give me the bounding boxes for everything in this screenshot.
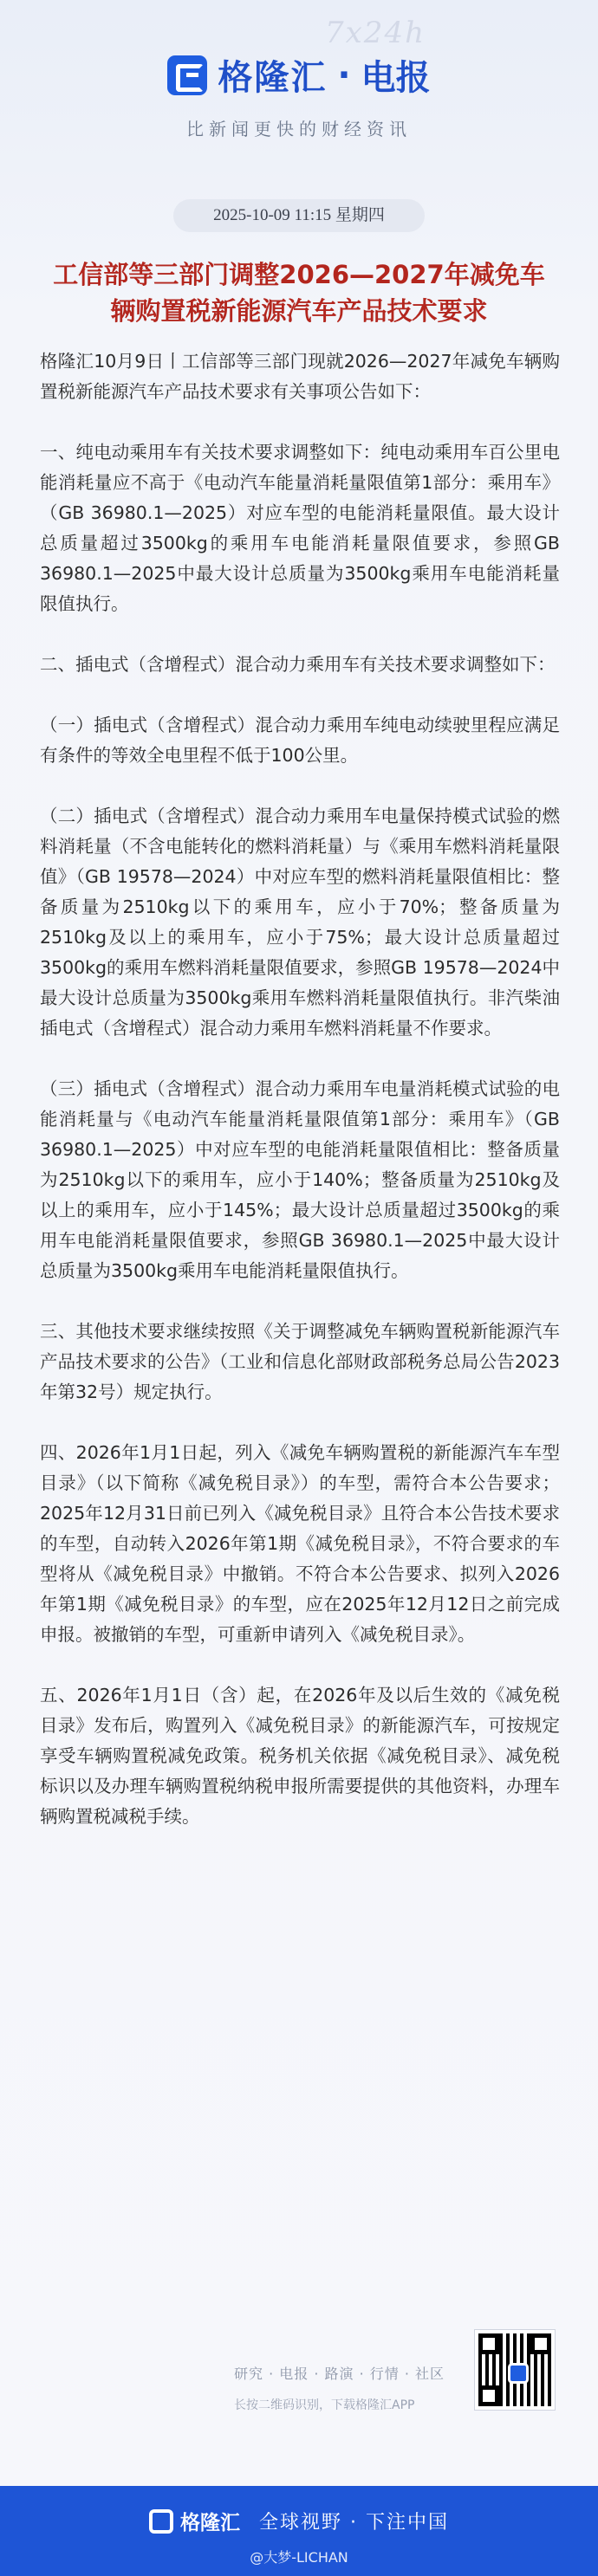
footer-hint: 长按二维码识别，下载格隆汇APP	[234, 2398, 415, 2412]
bottom-banner-row	[0, 2507, 598, 2535]
brand-sub: 电报	[361, 58, 431, 98]
bottom-brand: 格隆汇	[180, 2512, 240, 2534]
qr-corner-icon	[478, 2333, 499, 2354]
bottom-banner	[0, 2486, 598, 2576]
weibo-user-watermark: @大梦-LICHAN	[250, 2549, 348, 2566]
watermark-text: 7x24h	[325, 16, 426, 50]
bottom-logo	[149, 2507, 240, 2535]
qr-corner-icon	[478, 2385, 499, 2406]
paragraph-3: 三、其他技术要求继续按照《关于调整减免车辆购置税新能源汽车产品技术要求的公告》（工业和信息化部财政部税务总局公告2023年第32号）规定执行。	[40, 1321, 560, 1402]
article-body	[40, 346, 560, 1862]
brand-name: 格隆汇	[218, 58, 328, 98]
paragraph-2-2: （二）插电式（含增程式）混合动力乘用车电量保持模式试验的燃料消耗量（不含电能转化的燃料消耗量）与《乘用车燃料消耗量限值》（GB 19578—2024）中对应车型的燃料消耗量限值相比：整备质量为2510kg以下的乘用车，应小于70%；整备质量为2510kg及以上的乘用车，应小于75%；最大设计总质量超过3500kg的乘用车燃料消耗量限值要求，参照GB 19578—2024中最大设计总质量为3500kg乘用车燃料消耗量限值执行。非汽柴油插电式（含增程式）混合动力乘用车燃料消耗量不作要求。	[40, 806, 560, 1039]
article-title: 工信部等三部门调整2026—2027年减免车辆购置税新能源汽车产品技术要求	[53, 260, 545, 326]
qr-code[interactable]	[475, 2330, 555, 2410]
paragraph-2-3: （三）插电式（含增程式）混合动力乘用车电量消耗模式试验的电能消耗量与《电动汽车能量消耗量限值第1部分：乘用车》（GB 36980.1—2025）中对应车型的电能消耗量限值相比：整备质量为2510kg以下的乘用车，应小于140%；整备质量为2510kg及以上的乘用车，应小于145%；最大设计总质量超过3500kg的乘用车电能消耗量限值要求，参照GB 36980.1—2025中最大设计总质量为3500kg乘用车电能消耗量限值执行。	[40, 1078, 560, 1281]
gelonghui-logo-icon	[149, 2509, 173, 2534]
header-slogan: 比新闻更快的财经资讯	[186, 119, 412, 139]
paragraph-5: 五、2026年1月1日（含）起，在2026年及以后生效的《减免税目录》发布后，购置列入《减免税目录》的新能源汽车，可按规定享受车辆购置税减免政策。税务机关依据《减免税目录》、减免税标识以及办理车辆购置税纳税申报所需要提供的其他资料，办理车辆购置税减税手续。	[40, 1685, 560, 1827]
paragraph-intro: 格隆汇10月9日丨工信部等三部门现就2026—2027年减免车辆购置税新能源汽车产品技术要求有关事项公告如下：	[40, 351, 560, 402]
publish-date: 2025-10-09 11:15 星期四	[173, 199, 425, 232]
logo-row	[0, 50, 598, 100]
brand-separator: ·	[337, 55, 351, 95]
header	[0, 50, 598, 140]
paragraph-2: 二、插电式（含增程式）混合动力乘用车有关技术要求调整如下：	[40, 654, 556, 675]
paragraph-4: 四、2026年1月1日起，列入《减免车辆购置税的新能源汽车车型目录》（以下简称《减免税目录》）的车型，需符合本公告要求；2025年12月31日前已列入《减免税目录》且符合本公告技术要求的车型，自动转入2026年第1期《减免税目录》，不符合要求的车型将从《减免税目录》中撤销。不符合本公告要求、拟列入2026年第1期《减免税目录》的车型，应在2025年12月12日之前完成申报。被撤销的车型，可重新申请列入《减免税目录》。	[40, 1442, 560, 1645]
gelonghui-logo-icon	[167, 55, 207, 95]
bottom-slogan: 全球视野 · 下注中国	[259, 2512, 449, 2534]
qr-logo-icon	[508, 2363, 529, 2384]
paragraph-2-1: （一）插电式（含增程式）混合动力乘用车纯电动续驶里程应满足有条件的等效全电里程不低于100公里。	[40, 715, 560, 766]
paragraph-1: 一、纯电动乘用车有关技术要求调整如下：纯电动乘用车百公里电能消耗量应不高于《电动汽车能量消耗量限值第1部分：乘用车》（GB 36980.1—2025）对应车型的电能消耗量限值。最大设计总质量超过3500kg的乘用车电能消耗量限值要求，参照GB 36980.1—2025中最大设计总质量为3500kg乘用车电能消耗量限值执行。	[40, 442, 560, 614]
qr-corner-icon	[530, 2333, 551, 2354]
footer-links: 研究 · 电报 · 路演 · 行情 · 社区	[234, 2366, 445, 2382]
